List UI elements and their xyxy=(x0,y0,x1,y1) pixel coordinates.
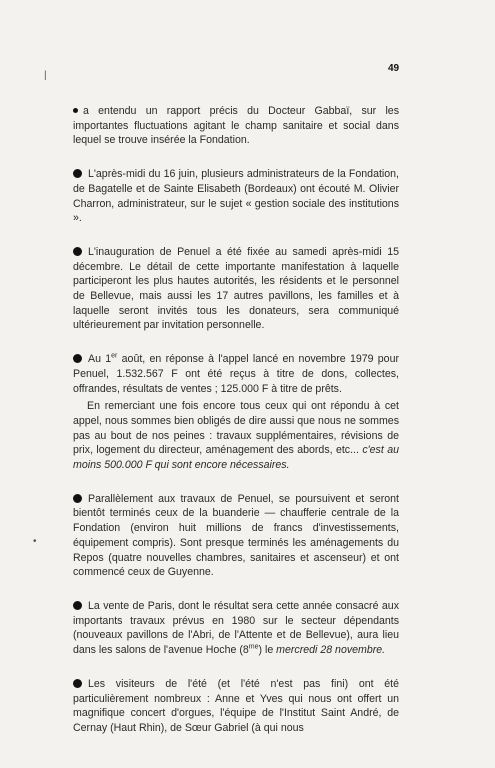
bullet-icon xyxy=(73,679,82,688)
bullet-icon xyxy=(73,494,82,503)
page-number: 49 xyxy=(388,63,400,74)
paragraph-16-juin: L'après-midi du 16 juin, plusieurs administrateurs de la Fondation, de Bagatelle et de Sainte Elisabeth (Bordeaux) ont écouté M. Olivier Charron, administrateur, sur le sujet « gestion sociale des institutions ». xyxy=(73,168,399,225)
paragraph-visiteurs: Les visiteurs de l'été (et l'été n'est pas fini) ont été particulièrement nombreux : Anne et Yves qui nous ont offert un magnifique concert d'orgues, l'équipe de l'Institut Saint André, de Cernay (Haut Rhin), de Sœur Gabriel (à qui nous xyxy=(73,677,399,734)
paragraph-travaux: Parallèlement aux travaux de Penuel, se poursuivent et seront bientôt terminés ceux de la buanderie — chaufferie centrale de la Fondation (environ huit millions de francs d'investissements, équipement compris). Sont presque terminés les aménagements du Repos (quatre nouvelles chambres, sanitaires et ascenseur) et ont commencé ceux de Guyenne. xyxy=(73,492,399,579)
paragraph-1er-aout: Au 1er août, en réponse à l'appel lancé en novembre 1979 pour Penuel, 1.532.567 F ont été reçus à titre de dons, collectes, offrandes, résultats de ventes ; 125.000 F à titre de prêts. xyxy=(73,352,399,395)
paragraph-inauguration: L'inauguration de Penuel a été fixée au samedi après-midi 15 décembre. Le détail de cette importante manifestation à laquelle participeront les plus hautes autorités, les résidents et le personnel de Bellevue, mais aussi les 17 autres pavillons, les familles et à laquelle seront invités tous les donateurs, sera communiqué ultérieurement par invitation personnelle. xyxy=(73,245,399,332)
bullet-icon xyxy=(73,601,82,610)
paragraph-fluctuations: a entendu un rapport précis du Docteur Gabbaï, sur les importantes fluctuations agitant le champ sanitaire et social dans lequel se trouve insérée la Fondation. xyxy=(73,105,399,147)
margin-mark: • xyxy=(33,536,37,547)
bullet-icon xyxy=(73,354,82,363)
bullet-icon xyxy=(73,108,78,113)
paragraph-vente-paris: La vente de Paris, dont le résultat sera cette année consacré aux importants travaux prévus en 1980 sur le secteur dépendants (nouveaux pavillons de l'Abri, de l'Attente et de Bellevue), aura lieu dans les salons de l'avenue Hoche $(8^{me})$ le mercredi 28 novembre. xyxy=(73,599,399,657)
margin-mark: | xyxy=(44,70,47,81)
bullet-icon xyxy=(73,169,82,178)
paragraph-remerciement: En remerciant une fois encore tous ceux qui ont répondu à cet appel, nous sommes bien obligés de dire aussi que nous ne sommes pas au bout de nos peines : travaux supplémentaires, révisions de prix, logement du directeur, aménagement des abords, etc... c'est au moins 500.000 F qui sont encore nécessaires. xyxy=(73,400,399,472)
bullet-icon xyxy=(73,247,82,256)
body-text xyxy=(73,104,399,755)
